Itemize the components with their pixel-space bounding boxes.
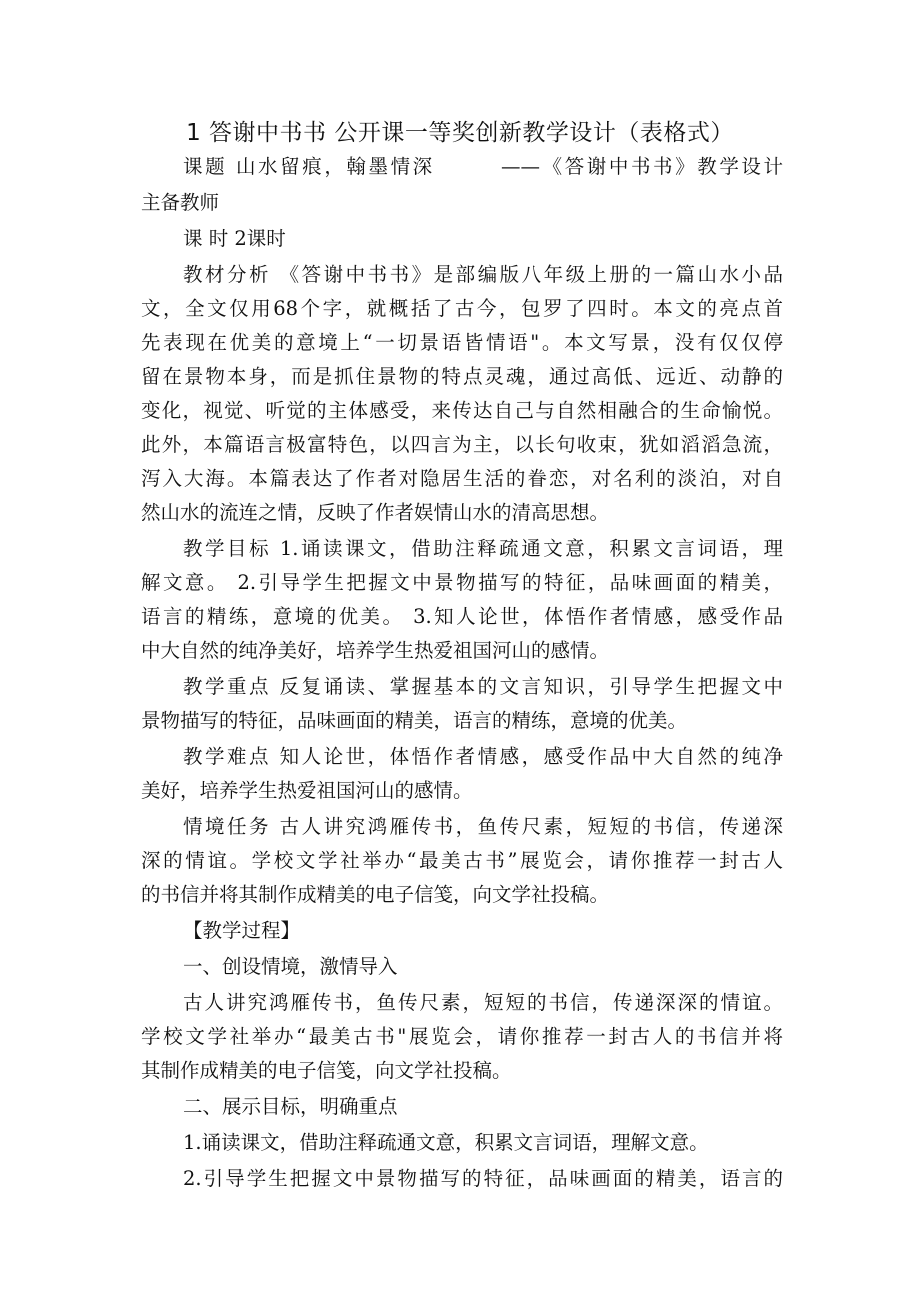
text-line: 文，全文仅用68个字，就概括了古今，包罗了四时。本文的亮点首: [141, 297, 783, 320]
text-line: 教材分析 《答谢中书书》是部编版八年级上册的一篇山水小品: [183, 263, 783, 286]
paragraph: [141, 670, 783, 738]
text-line: 中大自然的纯净美好，培养学生热爱祖国河山的感情。: [141, 639, 610, 662]
paragraph: [141, 986, 783, 1088]
text-line: 其制作成精美的电子信笺，向文学社投稿。: [141, 1059, 512, 1082]
text-line: 二、展示目标，明确重点: [183, 1095, 398, 1118]
text-line: 古人讲究鸿雁传书，鱼传尺素，短短的书信，传递深深的情谊。: [183, 991, 783, 1014]
text-line: 泻入大海。本篇表达了作者对隐居生活的眷恋，对名利的淡泊，对自: [141, 467, 783, 490]
text-line: 解文意。 2.引导学生把握文中景物描写的特征，品味画面的精美，: [141, 571, 783, 594]
text-line: 课题 山水留痕，翰墨情深 ——《答谢中书书》教学设计: [183, 155, 783, 178]
paragraph: [141, 810, 783, 912]
paragraph: [141, 186, 783, 220]
text-line: 此外，本篇语言极富特色，以四言为主，以长句收束，犹如滔滔急流，: [141, 433, 783, 456]
text-line: 留在景物本身，而是抓住景物的特点灵魂，通过高低、远近、动静的: [141, 365, 783, 388]
text-line: 课 时 2课时: [183, 227, 286, 250]
text-line: 变化，视觉、听觉的主体感受，来传达自己与自然相融合的生命愉悦。: [141, 399, 783, 422]
paragraph: [141, 258, 783, 530]
paragraph: [141, 1162, 783, 1196]
text-line: 情境任务 古人讲究鸿雁传书，鱼传尺素，短短的书信，传递深: [183, 815, 783, 838]
text-line: 1.诵读课文，借助注释疏通文意，积累文言词语，理解文意。: [183, 1131, 709, 1154]
document-title: 1 答谢中书书 公开课一等奖创新教学设计（表格式）: [186, 120, 734, 146]
text-line: 2.引导学生把握文中景物描写的特征，品味画面的精美，语言的: [183, 1167, 783, 1190]
paragraph: [141, 150, 783, 184]
text-line: 【教学过程】: [183, 919, 301, 942]
text-line: 先表现在优美的意境上“一切景语皆情语"。本文写景，没有仅仅停: [141, 331, 783, 354]
paragraph: [141, 914, 783, 948]
text-line: 教学难点 知人论世，体悟作者情感，感受作品中大自然的纯净: [183, 745, 783, 768]
paragraph: [141, 1090, 783, 1124]
text-line: 景物描写的特征，品味画面的精美，语言的精练，意境的优美。: [141, 709, 688, 732]
text-line: 学校文学社举办“最美古书"展览会，请你推荐一封古人的书信并将: [141, 1025, 783, 1048]
text-line: 然山水的流连之情，反映了作者娱情山水的清高思想。: [141, 501, 610, 524]
paragraph: [141, 740, 783, 808]
paragraph: [141, 222, 783, 256]
text-line: 一、创设情境，激情导入: [183, 955, 398, 978]
text-line: 深的情谊。学校文学社举办“最美古书”展览会，请你推荐一封古人: [141, 849, 783, 872]
text-line: 美好，培养学生热爱祖国河山的感情。: [141, 779, 473, 802]
text-line: 教学重点 反复诵读、掌握基本的文言知识，引导学生把握文中: [183, 675, 783, 698]
paragraph: [141, 532, 783, 668]
document-body: [141, 150, 783, 1198]
paragraph: [141, 950, 783, 984]
paragraph: [141, 1126, 783, 1160]
text-line: 语言的精练，意境的优美。 3.知人论世，体悟作者情感，感受作品: [141, 605, 783, 628]
text-line: 的书信并将其制作成精美的电子信笺，向文学社投稿。: [141, 883, 610, 906]
text-line: 教学目标 1.诵读课文，借助注释疏通文意，积累文言词语，理: [183, 537, 783, 560]
text-line: 主备教师: [141, 191, 220, 214]
